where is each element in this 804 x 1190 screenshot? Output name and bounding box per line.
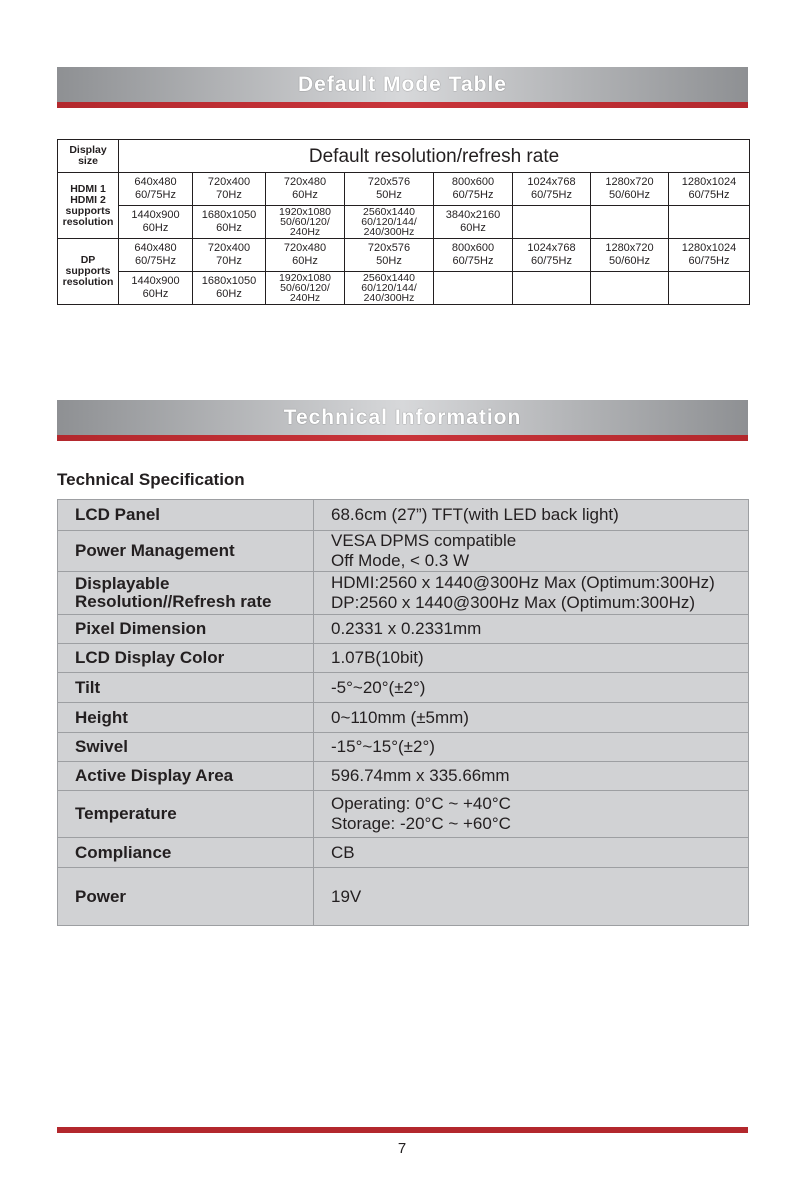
mode-cell-empty xyxy=(591,272,669,305)
spec-row xyxy=(58,733,749,762)
spec-value: 0.2331 x 0.2331mm xyxy=(314,615,749,644)
spec-row xyxy=(58,703,749,733)
dp-row-1 xyxy=(58,239,750,272)
spec-row xyxy=(58,572,749,615)
spec-key: Compliance xyxy=(58,838,314,868)
mode-table-banner xyxy=(57,67,748,108)
spec-key: Tilt xyxy=(58,673,314,703)
mode-cell: 720x576 50Hz xyxy=(345,239,434,272)
spec-row xyxy=(58,644,749,673)
spec-key: LCD Panel xyxy=(58,500,314,531)
mode-cell: 800x600 60/75Hz xyxy=(434,173,513,206)
mode-cell: 640x480 60/75Hz xyxy=(119,173,193,206)
spec-row xyxy=(58,868,749,926)
tech-spec-subtitle: Technical Specification xyxy=(57,470,245,489)
mode-cell-empty xyxy=(591,206,669,239)
banner-red-stripe xyxy=(57,435,748,441)
spec-key: Active Display Area xyxy=(58,762,314,791)
mode-cell: 1920x1080 50/60/120/ 240Hz xyxy=(266,272,345,305)
mode-cell: 720x576 50Hz xyxy=(345,173,434,206)
default-mode-table xyxy=(57,139,750,305)
mode-cell: 2560x1440 60/120/144/ 240/300Hz xyxy=(345,206,434,239)
footer-red-stripe xyxy=(57,1127,748,1133)
spec-row xyxy=(58,673,749,703)
spec-value: -5°~20°(±2°) xyxy=(314,673,749,703)
spec-row xyxy=(58,531,749,572)
mode-cell: 800x600 60/75Hz xyxy=(434,239,513,272)
spec-row xyxy=(58,762,749,791)
spec-row xyxy=(58,500,749,531)
spec-value: VESA DPMS compatible Off Mode, < 0.3 W xyxy=(314,531,749,572)
mode-table-title: Default Mode Table xyxy=(57,67,748,102)
mode-cell-empty xyxy=(669,206,750,239)
spec-value: CB xyxy=(314,838,749,868)
mode-cell: 1680x1050 60Hz xyxy=(193,272,266,305)
mode-table-header: Default resolution/refresh rate xyxy=(119,140,750,173)
mode-cell-empty xyxy=(669,272,750,305)
mode-cell: 1920x1080 50/60/120/ 240Hz xyxy=(266,206,345,239)
spec-row xyxy=(58,838,749,868)
spec-value: 0~110mm (±5mm) xyxy=(314,703,749,733)
tech-info-banner xyxy=(57,400,748,441)
banner-red-stripe xyxy=(57,102,748,108)
mode-cell-empty xyxy=(434,272,513,305)
spec-key: Power xyxy=(58,868,314,926)
mode-cell: 1440x900 60Hz xyxy=(119,206,193,239)
spec-row xyxy=(58,791,749,838)
hdmi-row-1 xyxy=(58,173,750,206)
mode-cell: 720x480 60Hz xyxy=(266,239,345,272)
spec-row xyxy=(58,615,749,644)
mode-cell: 3840x2160 60Hz xyxy=(434,206,513,239)
page-number: 7 xyxy=(397,1140,407,1157)
dp-row-2 xyxy=(58,272,750,305)
mode-table-header-row xyxy=(58,140,750,173)
spec-value: HDMI:2560 x 1440@300Hz Max (Optimum:300Hz) DP:2560 x 1440@300Hz Max (Optimum:300Hz) xyxy=(314,572,749,615)
spec-value: -15°~15°(±2°) xyxy=(314,733,749,762)
spec-key: Swivel xyxy=(58,733,314,762)
mode-cell: 1024x768 60/75Hz xyxy=(513,239,591,272)
mode-cell-empty xyxy=(513,206,591,239)
mode-cell: 1440x900 60Hz xyxy=(119,272,193,305)
mode-cell: 720x400 70Hz xyxy=(193,239,266,272)
spec-value: Operating: 0°C ~ +40°C Storage: -20°C ~ +60°C xyxy=(314,791,749,838)
spec-value: 68.6cm (27”) TFT(with LED back light) xyxy=(314,500,749,531)
display-size-label: Display size xyxy=(58,140,119,173)
mode-cell: 1280x1024 60/75Hz xyxy=(669,239,750,272)
spec-key: Power Management xyxy=(58,531,314,572)
spec-key: Pixel Dimension xyxy=(58,615,314,644)
tech-info-title: Technical Information xyxy=(57,400,748,435)
hdmi-row-2 xyxy=(58,206,750,239)
spec-key: LCD Display Color xyxy=(58,644,314,673)
spec-key: Temperature xyxy=(58,791,314,838)
hdmi-label: HDMI 1 HDMI 2 supports resolution xyxy=(58,173,119,239)
mode-cell: 640x480 60/75Hz xyxy=(119,239,193,272)
mode-cell: 1024x768 60/75Hz xyxy=(513,173,591,206)
spec-key: Displayable Resolution//Refresh rate xyxy=(58,572,314,615)
tech-spec-table xyxy=(57,499,749,926)
mode-cell: 2560x1440 60/120/144/ 240/300Hz xyxy=(345,272,434,305)
mode-cell: 1280x1024 60/75Hz xyxy=(669,173,750,206)
mode-cell: 720x480 60Hz xyxy=(266,173,345,206)
spec-value: 1.07B(10bit) xyxy=(314,644,749,673)
mode-cell: 1680x1050 60Hz xyxy=(193,206,266,239)
dp-label: DP supports resolution xyxy=(58,239,119,305)
mode-cell: 1280x720 50/60Hz xyxy=(591,239,669,272)
mode-cell: 720x400 70Hz xyxy=(193,173,266,206)
spec-value: 19V xyxy=(314,868,749,926)
mode-cell-empty xyxy=(513,272,591,305)
spec-value: 596.74mm x 335.66mm xyxy=(314,762,749,791)
mode-cell: 1280x720 50/60Hz xyxy=(591,173,669,206)
spec-key: Height xyxy=(58,703,314,733)
